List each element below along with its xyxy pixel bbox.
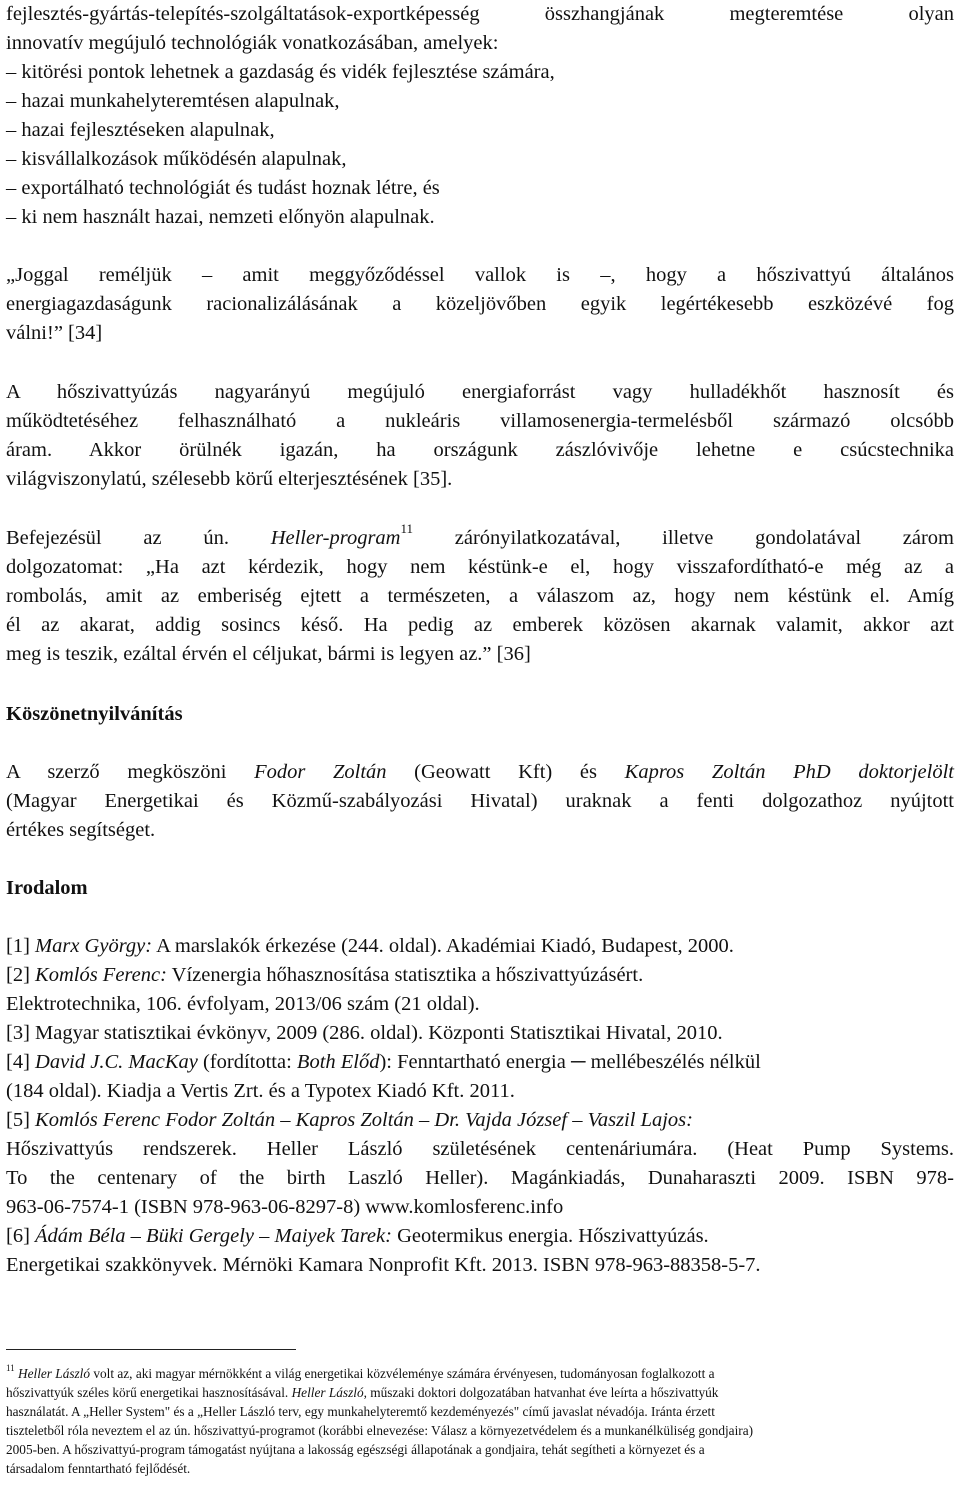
paragraph-line: él az akarat, addig sosincs késő. Ha pedig az emberek közösen akarnak valamit, akkor azt: [6, 614, 954, 636]
person-name: Fodor Zoltán: [254, 761, 387, 783]
footnote-line: [6, 1383, 954, 1402]
text-run: [5]: [6, 1109, 36, 1131]
heat-pump-paragraph: [6, 378, 954, 494]
quote-paragraph: [6, 261, 954, 348]
list-item: – hazai munkahelyteremtésen alapulnak,: [6, 90, 340, 112]
dash-list: [6, 58, 954, 232]
text-run: volt az, aki magyar mérnökként a világ energetikai közvéleménye számára érvényesen, tudományosan foglalkozott a: [90, 1366, 715, 1381]
text-run: [2]: [6, 964, 36, 986]
reference-line: (184 oldal). Kiadja a Vertis Zrt. és a Typotex Kiadó Kft. 2011.: [6, 1080, 515, 1102]
footnote-separator: [6, 1349, 296, 1350]
reference-item: [6, 1106, 954, 1135]
paragraph-line: energiagazdaságunk racionalizálásának a közeljövőben egyik legértékesebb eszközévé fog: [6, 293, 954, 315]
author: Komlós Ferenc Fodor Zoltán – Kapros Zoltán – Dr. Vajda József – Vaszil Lajos:: [35, 1109, 693, 1131]
references-heading: Irodalom: [6, 877, 88, 899]
reference-line: Energetikai szakkönyvek. Mérnöki Kamara Nonprofit Kft. 2013. ISBN 978-963-88358-5-7.: [6, 1254, 761, 1276]
person-name: Kapros Zoltán PhD doktorjelölt: [624, 761, 954, 783]
text-run: [6]: [6, 1225, 36, 1247]
footnote-line: társadalom fenntartható fejlődését.: [6, 1461, 191, 1476]
reference-item: [6, 932, 954, 961]
person-name: Heller László: [291, 1385, 364, 1400]
text-run: Befejezésül az ún.: [6, 527, 271, 549]
footnote: [6, 1364, 954, 1478]
paragraph-line: meg is teszik, ezáltal érvén el céljukat, bármi is legyen az.” [36]: [6, 643, 531, 665]
text-run: A marslakók érkezése (244. oldal). Akadémiai Kiadó, Budapest, 2000.: [152, 935, 734, 957]
footnote-ref: 11: [400, 521, 414, 537]
author: Ádám Béla – Büki Gergely – Maiyek Tarek:: [35, 1225, 392, 1247]
reference-line: Hőszivattyús rendszerek. Heller László születésének centenáriumára. (Heat Pump Systems.: [6, 1138, 954, 1160]
text-run: , műszaki doktori dolgozatában hatvanhat éve leírta a hőszivattyúk: [363, 1385, 719, 1400]
reference-item: [6, 961, 954, 990]
text-run: [1]: [6, 935, 36, 957]
footnote-number: 11: [6, 1362, 15, 1373]
text-run: (fordította:: [197, 1051, 297, 1073]
text-run: zárónyilatkozatával, illetve gondolatával zárom: [413, 527, 954, 549]
paragraph-line: [6, 758, 954, 787]
author: David J.C. MacKay: [35, 1051, 198, 1073]
paragraph-line: innovatív megújuló technológiák vonatkozásában, amelyek:: [6, 32, 499, 54]
footnote-line: tiszteletből róla neveztem el az ún. hőszivattyú-programot (korábbi elnevezése: Válasz a környezetvédelem és a munkanélküliség gondjaira): [6, 1423, 754, 1438]
text-run: ): Fenntartható energia ─ mellébeszélés nélkül: [379, 1051, 761, 1073]
paragraph-line: értékes segítséget.: [6, 819, 156, 841]
intro-paragraph: [6, 0, 954, 58]
paragraph-line: világviszonylatú, szélesebb körű elterjesztésének [35].: [6, 468, 453, 490]
text-run: [4]: [6, 1051, 36, 1073]
author: Komlós Ferenc:: [35, 964, 167, 986]
program-name: Heller-program: [270, 527, 401, 549]
closing-paragraph: [6, 521, 954, 669]
translator: Both Előd: [296, 1051, 380, 1073]
footnote-line: [6, 1364, 954, 1383]
paragraph-line: válni!” [34]: [6, 322, 103, 344]
author: Marx György:: [35, 935, 153, 957]
list-item: – kisvállalkozások működésén alapulnak,: [6, 148, 347, 170]
reference-list: [6, 932, 954, 1280]
paragraph-line: [6, 521, 954, 553]
text-run: A szerző megköszöni: [6, 761, 255, 783]
reference-item: [6, 1222, 954, 1251]
list-item: – exportálható technológiát és tudást hoznak létre, és: [6, 177, 440, 199]
text-run: hőszivattyúk széles körű energetikai hasznosításával.: [6, 1385, 292, 1400]
paragraph-line: (Magyar Energetikai és Közmű-szabályozási Hivatal) uraknak a fenti dolgozathoz nyújtott: [6, 790, 954, 812]
text-run: (Geowatt Kft) és: [386, 761, 625, 783]
list-item: – hazai fejlesztéseken alapulnak,: [6, 119, 275, 141]
reference-item: [6, 1048, 954, 1077]
paragraph-line: fejlesztés-gyártás-telepítés-szolgáltatások-exportképesség összhangjának megteremtése olyan: [6, 3, 954, 25]
reference-line: To the centenary of the birth Laszló Heller). Magánkiadás, Dunaharaszti 2009. ISBN 978-: [6, 1167, 954, 1189]
ack-heading: Köszönetnyilvánítás: [6, 703, 183, 725]
paragraph-line: dolgozatomat: „Ha azt kérdezik, hogy nem késtünk-e el, hogy visszafordítható-e még az a: [6, 556, 954, 578]
text-run: Geotermikus energia. Hőszivattyúzás.: [391, 1225, 709, 1247]
reference-line: 963-06-7574-1 (ISBN 978-963-06-8297-8) www.komlosferenc.info: [6, 1196, 564, 1218]
paragraph-line: A hőszivattyúzás nagyarányú megújuló energiaforrást vagy hulladékhőt hasznosít és: [6, 381, 954, 403]
list-item: – kitörési pontok lehetnek a gazdaság és vidék fejlesztése számára,: [6, 61, 555, 83]
reference-line: Elektrotechnika, 106. évfolyam, 2013/06 szám (21 oldal).: [6, 993, 480, 1015]
ack-paragraph: [6, 758, 954, 845]
text-run: Vízenergia hőhasznosítása statisztika a hőszivattyúzásért.: [166, 964, 644, 986]
paragraph-line: áram. Akkor örülnék igazán, ha országunk zászlóvivője lehetne e csúcstechnika: [6, 439, 954, 461]
reference-item: [3] Magyar statisztikai évkönyv, 2009 (286. oldal). Központi Statisztikai Hivatal, 2010.: [6, 1022, 723, 1044]
person-name: Heller László: [18, 1366, 91, 1381]
paragraph-line: rombolás, amit az emberiség ejtett a természeten, a válaszom az, hogy nem késtünk el. Amíg: [6, 585, 954, 607]
paragraph-line: működtetéséhez felhasználható a nukleáris villamosenergia-termelésből származó olcsóbb: [6, 410, 954, 432]
footnote-line: használatát. A „Heller System" és a „Heller László terv, egy munkahelyteremtő kezdeményezés" című javaslat névadója. Iránta érzett: [6, 1404, 715, 1419]
paragraph-line: „Joggal reméljük – amit meggyőződéssel vallok is –, hogy a hőszivattyú általános: [6, 264, 954, 286]
footnote-line: 2005-ben. A hőszivattyú-program támogatást nyújtana a lakosság egészségi állapotának a gondjaira, tehát segítheti a környezet és a: [6, 1442, 705, 1457]
list-item: – ki nem használt hazai, nemzeti előnyön alapulnak.: [6, 206, 435, 228]
